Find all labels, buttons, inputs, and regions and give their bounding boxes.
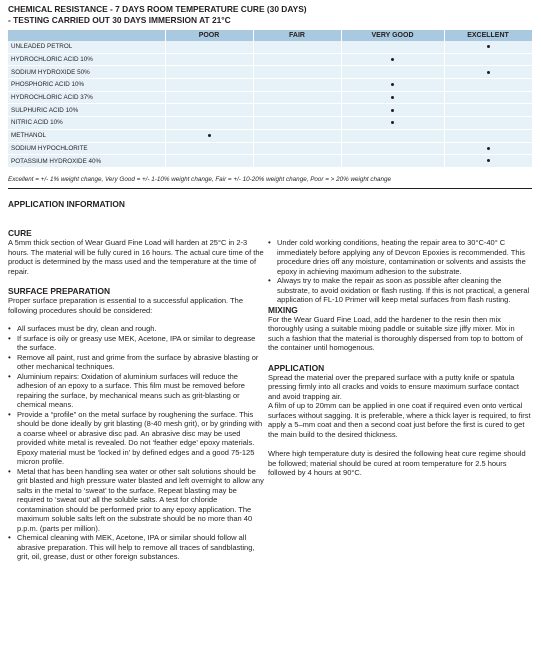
mixing-text: For the Wear Guard Fine Load, add the hardener to the resin then mix thoroughly using a suitable mixing paddle or suitable size jiffy mixer. Mix in such a fashion that the material is thoroughly dispersed from top to bottom of the container until homogenous. [268,314,523,352]
rating-cell [165,104,253,117]
rating-cell [341,117,444,130]
rating-dot [391,96,394,99]
rating-cell [253,129,341,142]
table-row [8,66,532,79]
surface-preparation-section [8,286,264,562]
rating-cell [253,79,341,92]
list-item: • Always try to make the repair as soon as possible after cleaning the substrate, to avoid oxidation or flash rusting. If this is not practical, a general application of FL-10 Primer will keep metal surfaces from flash rusting. [268,276,532,305]
application-para-2: A film of up to 20mm can be applied in one coat if required even onto vertical surfaces without sagging. It is preferable, where a thick layer is required, to first apply a 5–mm coat and then a second coat just before the first is cured to get the main build to the desired thickness. [268,401,531,439]
rating-cell [444,91,532,104]
rating-cell [341,66,444,79]
chemical-resistance-heading [8,4,307,25]
rating-cell [444,79,532,92]
table-row [8,79,532,92]
table-header-row [8,30,532,41]
list-item: • Aluminium repairs: Oxidation of aluminium surfaces will reduce the adhesion of an epoxy to a surface. This film must be removed before repairing the surface, by mechanical means such as grit-blasting or chemical means. [8,372,264,410]
column-header-poor: POOR [165,30,253,41]
rating-cell [444,66,532,79]
application-title: APPLICATION [268,362,325,373]
rating-cell [341,129,444,142]
surface-preparation-list [8,324,264,562]
column-header-fair: FAIR [253,30,341,41]
left-column [8,228,264,572]
rating-cell [253,142,341,155]
surface-preparation-list-continued [268,238,532,305]
rating-cell [341,79,444,92]
heading-line-2: - TESTING CARRIED OUT 30 DAYS IMMERSION AT 21°C [8,14,231,25]
list-item: • Under cold working conditions, heating the repair area to 30°C-40° C immediately before applying any of Devcon Epoxies is recommended. This procedure dries off any moisture, contamination or solvents and assists the epoxy in achieving maximum adhesion to the substrate. [268,238,532,276]
table-row [8,41,532,53]
table-row [8,104,532,117]
rating-cell [253,117,341,130]
cure-section [8,228,264,276]
rating-cell [444,117,532,130]
chemical-resistance-table [8,30,533,168]
table-row [8,155,532,168]
rating-dot [487,71,490,74]
rating-cell [341,142,444,155]
list-item: • Provide a “profile” on the metal surface by roughening the surface. This should be done ideally by grit blasting (8-40 mesh grit), or by grinding with a coarse wheel or abrasive disc pad. An abrasive disc may be used provided white metal is revealed. Do not ‘feather edge’ epoxy materials. Epoxy material must be ‘locked in’ by defined edges and a good 75-125 micron profile. [8,410,264,467]
rating-dot [391,121,394,124]
rating-cell [253,91,341,104]
cure-title: CURE [8,228,32,238]
rating-dot [487,147,490,150]
rating-cell [444,53,532,66]
application-para-3: Where high temperature duty is desired the following heat cure regime should be followed; material should be cured at room temperature for 2.5 hours followed by 4 hours at 90°C. [268,449,526,477]
rating-cell [444,142,532,155]
right-column [268,238,532,478]
rating-cell [165,129,253,142]
chemical-name: UNLEADED PETROL [8,41,165,53]
list-item: • If surface is oily or greasy use MEK, Acetone, IPA or similar to degrease the surface. [8,334,264,353]
table-row [8,91,532,104]
column-header [8,30,165,41]
application-section [268,363,532,478]
mixing-title: MIXING [268,304,298,315]
rating-cell [165,79,253,92]
rating-cell [253,155,341,168]
rating-cell [165,66,253,79]
rating-dot [487,45,490,48]
rating-cell [341,91,444,104]
rating-cell [444,41,532,53]
heading-line-1: CHEMICAL RESISTANCE - 7 DAYS ROOM TEMPERATURE CURE (30 DAYS) [8,4,307,14]
chemical-name: SULPHURIC ACID 10% [8,104,165,117]
table-row [8,129,532,142]
rating-dot [391,58,394,61]
rating-cell [444,155,532,168]
list-item: • Metal that has been handling sea water or other salt solutions should be grit blasted and high pressure water blasted and left overnight to allow any salts in the metal to ‘sweat’ to the surface. Repeat blasting may be required to ‘sweat out’ all the soluble salts. A test for chloride contamination should be performed prior to any epoxy application. The maximum soluble salts left on the substrate should be no more than 40 p.p.m. (parts per million). [8,467,264,534]
list-item: • Remove all paint, rust and grime from the surface by abrasive blasting or other mechanical techniques. [8,353,264,372]
rating-cell [165,155,253,168]
chemical-name: POTASSIUM HYDROXIDE 40% [8,155,165,168]
chemical-name: PHOSPHORIC ACID 10% [8,79,165,92]
table-row [8,142,532,155]
surface-preparation-title: SURFACE PREPARATION [8,286,111,296]
rating-cell [165,117,253,130]
chemical-name: NITRIC ACID 10% [8,117,165,130]
chemical-name: HYDROCHLORIC ACID 37% [8,91,165,104]
chemical-name: HYDROCHLORIC ACID 10% [8,53,165,66]
list-item: • All surfaces must be dry, clean and rough. [8,324,264,334]
divider-line [8,188,532,189]
rating-cell [253,66,341,79]
list-item: • Chemical cleaning with MEK, Acetone, IPA or similar should follow all abrasive preparation. This will help to remove all traces of sandblasting, grit, oil, grease, dust or other foreign substances. [8,533,264,562]
rating-cell [444,104,532,117]
rating-cell [165,91,253,104]
surface-preparation-intro: Proper surface preparation is essential to a successful application. The following procedures should be considered: [8,296,243,315]
table-row [8,117,532,130]
rating-cell [253,53,341,66]
rating-cell [341,104,444,117]
application-para-1: Spread the material over the prepared surface with a putty knife or spatula pressing firmly into all cracks and voids to ensure maximum surface contact and avoid trapping air. [268,372,519,401]
rating-cell [444,129,532,142]
rating-cell [165,53,253,66]
rating-dot [208,134,211,137]
rating-cell [165,41,253,53]
chemical-name: SODIUM HYPOCHLORITE [8,142,165,155]
cure-text: A 5mm thick section of Wear Guard Fine Load will harden at 25°C in 2-3 hours. The material will be fully cured in 16 hours. The actual cure time of the product is determined by the mass used and the temperature at the time of repair. [8,238,264,276]
table-row [8,53,532,66]
mixing-section [268,305,532,353]
rating-dot [391,109,394,112]
application-information-title: APPLICATION INFORMATION [8,199,125,209]
chemical-name: SODIUM HYDROXIDE 50% [8,66,165,79]
rating-cell [341,41,444,53]
rating-cell [341,53,444,66]
rating-cell [253,104,341,117]
column-header-excellent: EXCELLENT [444,30,532,41]
rating-cell [165,142,253,155]
table-body [8,41,532,167]
rating-dot [391,83,394,86]
column-header-very-good: VERY GOOD [341,30,444,41]
rating-dot [487,159,490,162]
rating-cell [341,155,444,168]
chemical-name: METHANOL [8,129,165,142]
rating-cell [253,41,341,53]
rating-legend: Excellent = +/- 1% weight change, Very Good = +/- 1-10% weight change, Fair = +/- 10-20% weight change, Poor = > 20% weight change [8,176,392,183]
